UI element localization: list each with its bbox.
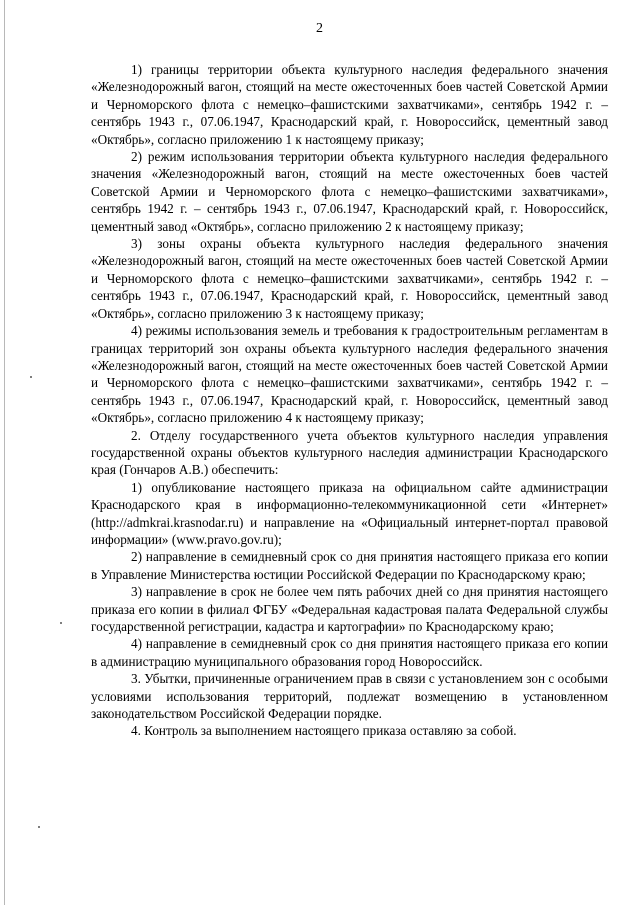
- paragraph-section-3-losses: 3. Убытки, причиненные ограничением прав в связи с установлением зон с особыми условиями использования территорий, подлежат возмещению в установленном законодательством Российской Федерации порядке.: [91, 671, 608, 722]
- paragraph-item-1-boundaries: 1) границы территории объекта культурного наследия федерального значения «Железнодорожный вагон, стоящий на месте ожесточенных боев частей Советской Армии и Черноморского флота с немецко–фашистскими захватчиками», сентябрь 1942 г. – сентябрь 1943 г., 07.06.1947, Краснодарский край, г. Новороссийск, цементный завод «Октябрь», согласно приложению 1 к настоящему приказу;: [91, 62, 608, 147]
- page-number: 2: [316, 21, 323, 36]
- paragraph-item-3-protection-zones: 3) зоны охраны объекта культурного наследия федерального значения «Железнодорожный вагон, стоящий на месте ожесточенных боев частей Советской Армии и Черноморского флота с немецко–фашистскими захватчиками», сентябрь 1942 г. – сентябрь 1943 г., 07.06.1947, Краснодарский край, г. Новороссийск, цементный завод «Октябрь», согласно приложению 3 к настоящему приказу;: [91, 236, 608, 321]
- paragraph-task-2-justice-ministry: 2) направление в семидневный срок со дня принятия настоящего приказа его копии в Управление Министерства юстиции Российской Федерации по Краснодарскому краю;: [91, 549, 608, 582]
- paragraph-section-4-control: 4. Контроль за выполнением настоящего приказа оставляю за собой.: [131, 723, 517, 739]
- paragraph-task-1-publication: 1) опубликование настоящего приказа на официальном сайте администрации Краснодарского края в информационно-телекоммуникационной сети «Интернет» (http://admkrai.krasnodar.ru) и направление на «Официальный интернет-портал правовой информации» (www.pravo.gov.ru);: [91, 479, 608, 547]
- paragraph-item-2-usage-regime: 2) режим использования территории объекта культурного наследия федерального значения «Железнодорожный вагон, стоящий на месте ожесточенных боев частей Советской Армии и Черноморского флота с немецко–фашистскими захватчиками», сентябрь 1942 г. – сентябрь 1943 г., 07.06.1947, Краснодарский край, г. Новороссийск, цементный завод «Октябрь», согласно приложению 2 к настоящему приказу;: [91, 149, 608, 234]
- paragraph-task-3-cadastral-chamber: 3) направление в срок не более чем пять рабочих дней со дня принятия настоящего приказа его копии в филиал ФГБУ «Федеральная кадастровая палата Федеральной службы государственной регистрации, кадастра и картографии» по Краснодарскому краю;: [91, 584, 608, 634]
- scan-speck: [30, 376, 32, 378]
- paragraph-task-4-novorossiysk-administration: 4) направление в семидневный срок со дня принятия настоящего приказа его копии в администрацию муниципального образования город Новороссийск.: [91, 636, 608, 669]
- scan-speck: [60, 622, 62, 624]
- scan-edge-line: [4, 0, 5, 905]
- document-body: [91, 61, 608, 740]
- scan-speck: [38, 826, 40, 828]
- paragraph-item-4-land-use-regimes: 4) режимы использования земель и требования к градостроительным регламентам в границах территорий зон охраны объекта культурного наследия федерального значения «Железнодорожный вагон, стоящий на месте ожесточенных боев частей Советской Армии и Черноморского флота с немецко–фашистскими захватчиками», сентябрь 1942 г. – сентябрь 1943 г., 07.06.1947, Краснодарский край, г. Новороссийск, цементный завод «Октябрь», согласно приложению 4 к настоящему приказу;: [91, 323, 608, 426]
- paragraph-section-2-department-tasks: 2. Отделу государственного учета объектов культурного наследия управления государственной охраны объектов культурного наследия администрации Краснодарского края (Гончаров А.В.) обеспечить:: [91, 427, 608, 478]
